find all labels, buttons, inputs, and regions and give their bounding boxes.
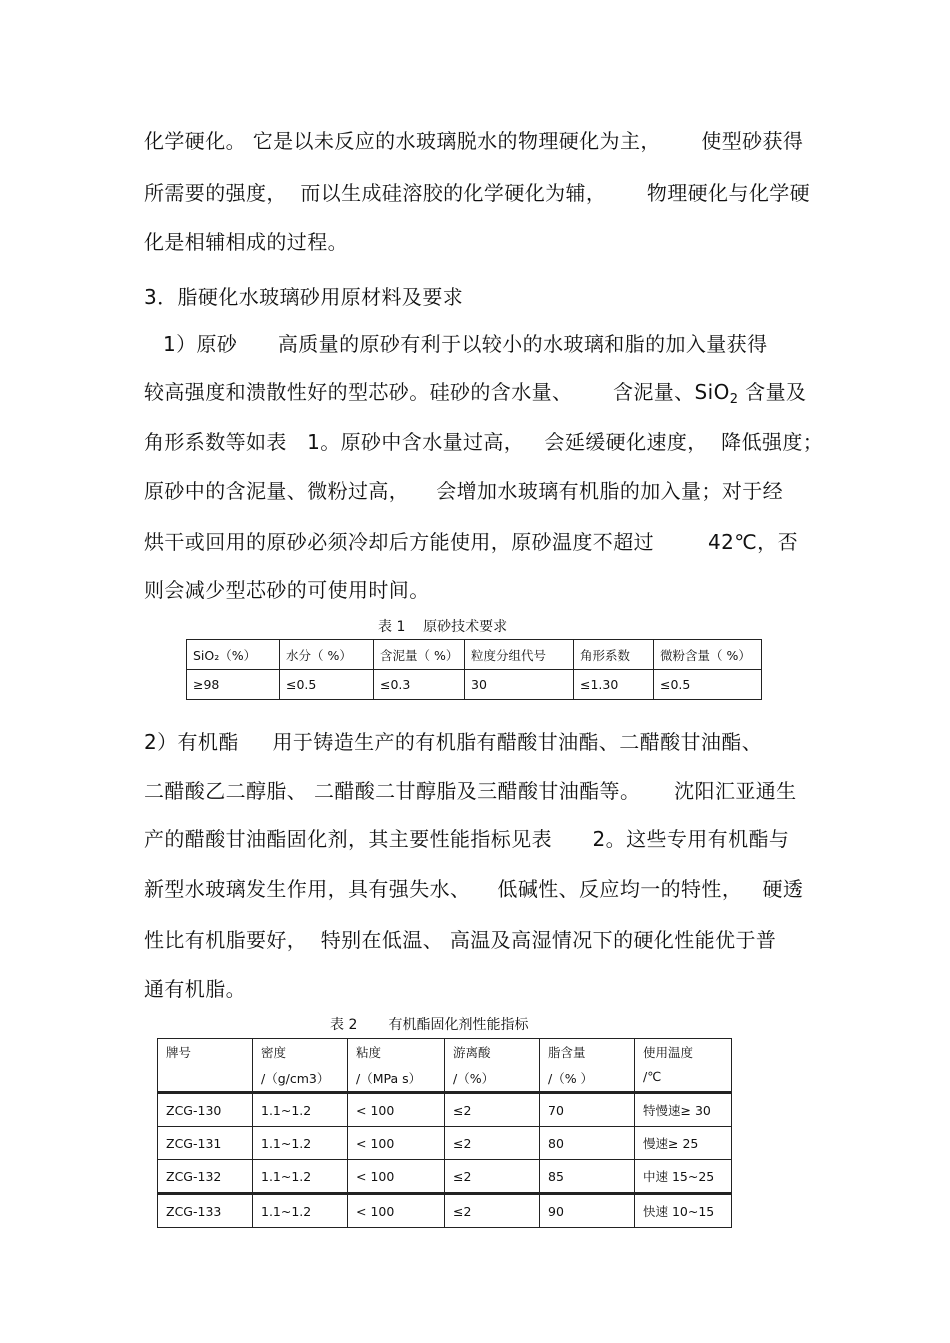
paragraph-line: 二醋酸乙二醇脂、 二醋酸二甘醇脂及三醋酸甘油酯等。 沈阳汇亚通生 [144, 779, 797, 803]
table-cell: 1.1~1.2 [253, 1127, 348, 1160]
paragraph-line: 角形系数等如表 1。原砂中含水量过高， 会延缓硬化速度， 降低强度； [144, 430, 824, 454]
table-cell: ZCG-130 [158, 1093, 253, 1127]
header-name: 游离酸 [453, 1045, 491, 1060]
table-header-cell [253, 1039, 348, 1093]
table-row [158, 1093, 732, 1127]
table-cell: ZCG-132 [158, 1160, 253, 1194]
paragraph-line: 则会减少型芯砂的可使用时间。 [144, 578, 430, 602]
table-row [187, 670, 762, 700]
paragraph-line: 原砂中的含泥量、微粉过高， 会增加水玻璃有机脂的加入量；对于经 [144, 479, 784, 503]
header-unit: /（MPa s） [356, 1071, 422, 1086]
table-header-cell [635, 1039, 732, 1093]
ester-hardener-table [157, 1038, 732, 1228]
paragraph-line: 通有机脂。 [144, 977, 246, 1001]
paragraph-line: 化学硬化。 它是以未反应的水玻璃脱水的物理硬化为主， 使型砂获得 [144, 129, 804, 153]
table-cell: < 100 [348, 1194, 445, 1228]
table-cell: 慢速≥ 25 [635, 1127, 732, 1160]
header-name: 脂含量 [548, 1045, 586, 1060]
table-cell: 快速 10~15 [635, 1194, 732, 1228]
paragraph-line: 新型水玻璃发生作用，具有强失水、 低碱性、反应均一的特性， 硬透 [144, 877, 804, 901]
table-cell: ≤1.30 [574, 670, 654, 700]
table-header-row [187, 640, 762, 670]
table-cell: ≤0.5 [654, 670, 762, 700]
table-cell: ≥98 [187, 670, 280, 700]
table-cell: ≤2 [445, 1093, 540, 1127]
paragraph-line: 产的醋酸甘油酯固化剂，其主要性能指标见表 2。这些专用有机酯与 [144, 827, 790, 851]
table-header-cell [158, 1039, 253, 1093]
table-header-cell: 粒度分组代号 [465, 640, 574, 670]
table-caption: 表 2 有机酯固化剂性能指标 [330, 1017, 529, 1033]
table-cell: ≤2 [445, 1127, 540, 1160]
text-span: 较高强度和溃散性好的型芯砂。硅砂的含水量、 含泥量、SiO [144, 380, 730, 404]
table-cell: ≤2 [445, 1160, 540, 1194]
table-header-cell: 水分（ %） [280, 640, 374, 670]
header-name: 使用温度 [643, 1045, 694, 1060]
paragraph-line: 2）有机酯 用于铸造生产的有机脂有醋酸甘油酯、二醋酸甘油酯、 [144, 730, 763, 754]
paragraph-line: 所需要的强度， 而以生成硅溶胶的化学硬化为辅， 物理硬化与化学硬 [144, 181, 811, 205]
table-cell: 1.1~1.2 [253, 1160, 348, 1194]
header-unit: /℃ [643, 1069, 662, 1084]
paragraph-line: 1）原砂 高质量的原砂有利于以较小的水玻璃和脂的加入量获得 [163, 332, 768, 356]
header-name: 密度 [261, 1045, 287, 1060]
table-cell: < 100 [348, 1127, 445, 1160]
header-unit: /（g/cm3） [261, 1071, 330, 1086]
table-cell: ≤0.3 [374, 670, 465, 700]
table-header-row [158, 1039, 732, 1093]
header-unit: /（% ） [548, 1071, 594, 1086]
table-cell: 70 [540, 1093, 635, 1127]
table-cell: ≤0.5 [280, 670, 374, 700]
header-name: 牌号 [166, 1045, 192, 1060]
table-cell: 1.1~1.2 [253, 1093, 348, 1127]
header-name: 粘度 [356, 1045, 382, 1060]
table-cell: 特慢速≥ 30 [635, 1093, 732, 1127]
raw-sand-table [186, 639, 762, 700]
header-unit: /（%） [453, 1071, 495, 1086]
table-row [158, 1127, 732, 1160]
paragraph-line: 烘干或回用的原砂必须冷却后方能使用，原砂温度不超过 42℃，否 [144, 530, 798, 554]
table-cell: < 100 [348, 1093, 445, 1127]
table-cell: 90 [540, 1194, 635, 1228]
table-header-cell [540, 1039, 635, 1093]
table-row [158, 1160, 732, 1194]
table-cell: 80 [540, 1127, 635, 1160]
table-cell: 30 [465, 670, 574, 700]
table-header-cell: 含泥量（ %） [374, 640, 465, 670]
table-header-cell: SiO₂（%） [187, 640, 280, 670]
table-cell: < 100 [348, 1160, 445, 1194]
table-row [158, 1194, 732, 1228]
table-caption: 表 1 原砂技术要求 [378, 619, 508, 635]
table-header-cell: 微粉含量（ %） [654, 640, 762, 670]
table-header-cell: 角形系数 [574, 640, 654, 670]
subscript: 2 [729, 392, 739, 407]
paragraph-line: 性比有机脂要好， 特别在低温、 高温及高湿情况下的硬化性能优于普 [144, 928, 777, 952]
table-cell: ZCG-131 [158, 1127, 253, 1160]
paragraph-line [144, 380, 807, 407]
table-cell: 85 [540, 1160, 635, 1194]
section-heading: 3．脂硬化水玻璃砂用原材料及要求 [144, 285, 464, 309]
table-cell: 1.1~1.2 [253, 1194, 348, 1228]
text-span: 含量及 [738, 380, 807, 404]
paragraph-line: 化是相辅相成的过程。 [144, 230, 348, 254]
table-header-cell [348, 1039, 445, 1093]
table-cell: 中速 15~25 [635, 1160, 732, 1194]
table-cell: ≤2 [445, 1194, 540, 1228]
table-cell: ZCG-133 [158, 1194, 253, 1228]
table-header-cell [445, 1039, 540, 1093]
